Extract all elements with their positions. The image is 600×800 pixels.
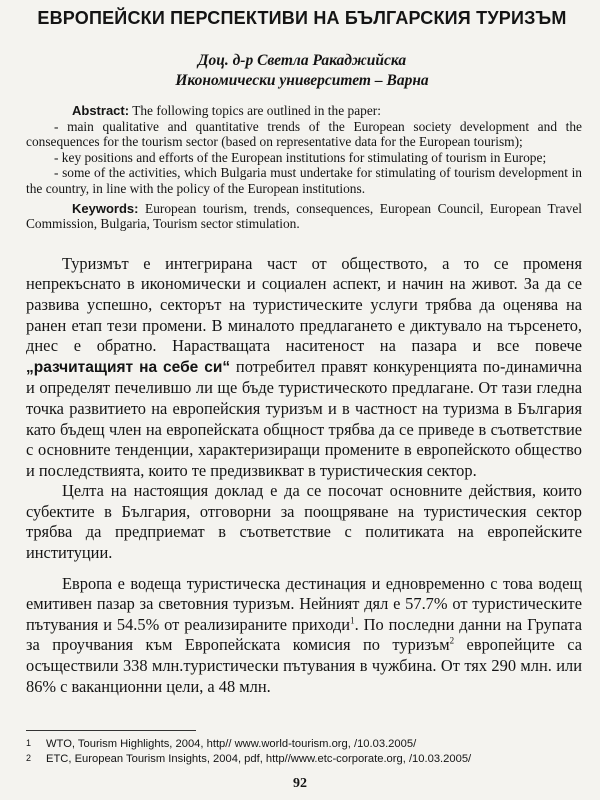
abstract-item: - some of the activities, which Bulgaria must undertake for stimulating of tourism development in the country, in line with the policy of the European institutions.: [26, 165, 582, 196]
footnote-text: WTO, Tourism Highlights, 2004, http// www.world-tourism.org, /10.03.2005/: [46, 738, 417, 750]
footnote-ref: 2: [449, 635, 455, 646]
page-number: 92: [293, 776, 307, 791]
paper-title: ЕВРОПЕЙСКИ ПЕРСПЕКТИВИ НА БЪЛГАРСКИЯ ТУРИЗЪМ: [37, 8, 567, 28]
footnote-mark: 1: [26, 738, 32, 748]
footnote-ref: 1: [350, 615, 355, 626]
abstract-item: - key positions and efforts of the European institutions for stimulating of tourism in Europe;: [54, 149, 547, 165]
body-text-run: европейците са осъществили 338 млн.туристически пътувания в чужбина. От тях 290 млн. или 86% с ваканционни цели, а 48 млн.: [26, 635, 582, 696]
author-block: [22, 51, 582, 91]
author-affiliation: Икономически университет – Варна: [175, 72, 429, 89]
body-paragraph: Целта на настоящия доклад е да се посочат основните действия, които субектите в България, отговорни за поощряване на туристическия сектор трябва да предприемат в съответствие с политиката на европейските институции.: [26, 481, 582, 563]
body-paragraph: [26, 574, 582, 698]
abstract-item: - main qualitative and quantitative trends of the European society development and the consequences for the tourism sector (based on representative data for the European tourism);: [26, 118, 582, 150]
body-paragraph: [26, 254, 582, 482]
emphasis-phrase: „разчитащият на себе си“: [26, 358, 231, 376]
body-text: [26, 254, 582, 697]
keywords-text: European tourism, trends, consequences, European Council, European Travel Commission, Bulgaria, Tourism sector stimulation.: [26, 200, 582, 232]
abstract-label: Abstract:: [72, 103, 130, 118]
keywords-label: Keywords:: [72, 200, 139, 216]
footnotes: [26, 737, 586, 767]
body-text-run: . По последни данни на Групата за проучвания към Европейската комисия по туризъм: [26, 614, 582, 655]
abstract-intro: [26, 103, 582, 119]
body-text-run: Туризмът е интегрирана част от обществото, а то се променя непрекъснато в икономически и социален аспект, и начин на живот. За да се развива успешно, секторът на туристическите услуги трябва да оценява на ранен етап тези промени. В миналото предлагането е диктувало на търсенето, днес е обратно. Нарастващата наситеност на пазара и все повече: [26, 253, 582, 356]
body-text-run: потребител правят конкуренцията по-динамична и определят печелившо ли ще бъде туристическото предлагане. От тази гледна точка развитието на европейския туризъм и в частност на туризма в България като бъдещ член на европейската общност трябва да се приведе в съответствие с основните тенденции, характеризиращи промените в европейското общество и последствията, които те предизвикват в туристическия сектор.: [26, 356, 582, 480]
body-text-run: Европа е водеща туристическа дестинация и едновременно с това водещ емитивен пазар за световния туризъм. Нейният дял е 57.7% от туристическите пътувания и 54.5% от реализираните приходи: [26, 573, 582, 634]
author-name: Доц. д-р Светла Ракаджийска: [197, 52, 407, 69]
footnote: [26, 737, 586, 752]
abstract-intro-text: The following topics are outlined in the paper:: [132, 103, 381, 118]
abstract-section: [26, 103, 582, 232]
footnote-divider: [26, 730, 196, 731]
footnote-text: ETC, European Tourism Insights, 2004, pdf, http//www.etc-corporate.org, /10.03.2005/: [46, 753, 472, 765]
footnote: [26, 752, 586, 767]
footnote-mark: 2: [26, 753, 32, 763]
keywords-line: [26, 201, 582, 232]
